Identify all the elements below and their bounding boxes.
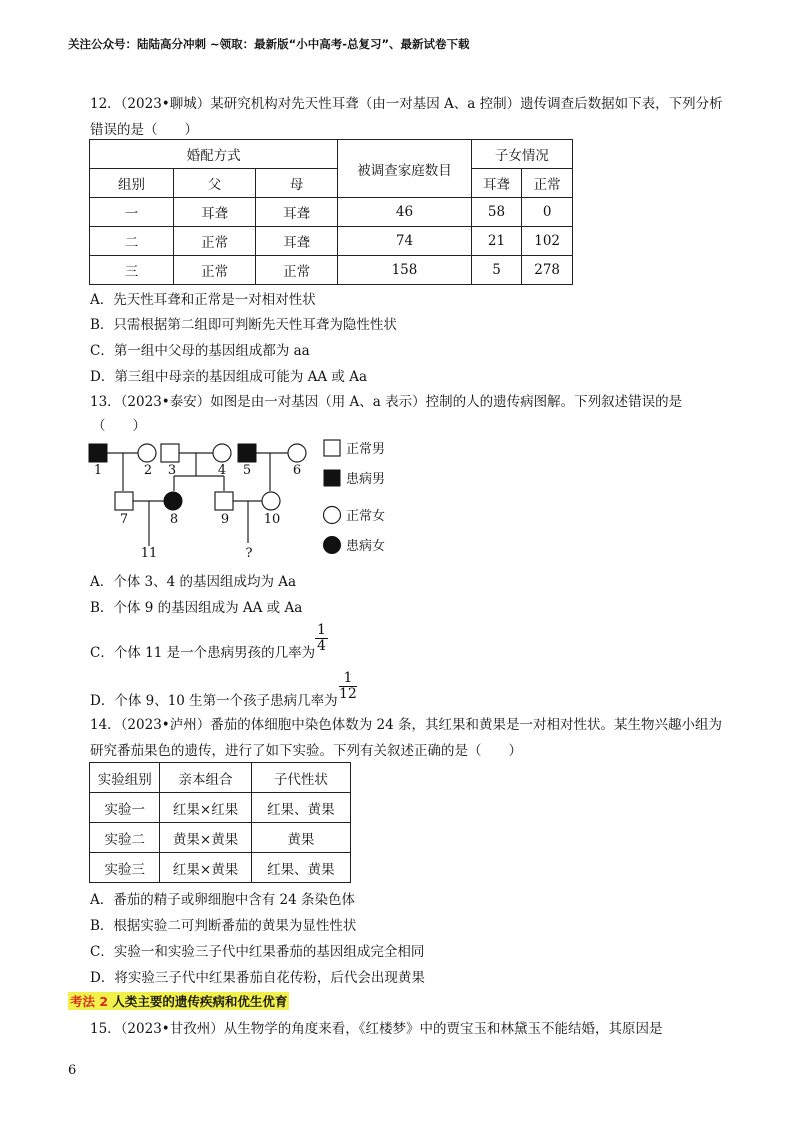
pedigree-label-2: 2	[143, 463, 153, 478]
pedigree-label-11: 11	[140, 546, 158, 561]
q12-cell-families: 158	[338, 256, 472, 285]
q14-cell-parents: 红果×黄果	[160, 853, 251, 883]
q13-option-a: A．个体 3、4 的基因组成均为 Aa	[90, 574, 297, 590]
pedigree-label-5: 5	[242, 463, 252, 478]
q14-cell-group: 实验一	[90, 793, 160, 823]
q13-option-d-fraction	[339, 671, 357, 702]
q12-header-normal: 正常	[522, 169, 573, 198]
pedigree-label-9: 9	[220, 512, 230, 527]
q13-option-c-fraction	[315, 623, 328, 654]
q12-cell-families: 46	[338, 198, 472, 227]
q12-option-a: A．先天性耳聋和正常是一对相对性状	[90, 292, 316, 308]
q14-option-d: D．将实验三子代中红果番茄自花传粉，后代会出现黄果	[90, 970, 425, 986]
q12-header-families: 被调查家庭数目	[338, 140, 472, 198]
q12-cell-families: 74	[338, 227, 472, 256]
legend-normal-male-label: 正常男	[346, 442, 386, 457]
pedigree-label-3: 3	[167, 463, 177, 478]
q12-option-c: C．第一组中父母的基因组成都为 aa	[90, 343, 310, 359]
q12-cell-normal: 0	[522, 198, 573, 227]
q12-option-d: D．第三组中母亲的基因组成可能为 AA 或 Aa	[90, 369, 367, 385]
q14-cell-group: 实验二	[90, 823, 160, 853]
fraction-denominator: 12	[339, 686, 357, 702]
q12-cell-mother: 耳聋	[256, 198, 338, 227]
section-title: 人类主要的遗传疾病和优生优育	[112, 994, 288, 1009]
q12-cell-deaf: 58	[471, 198, 522, 227]
pedigree-label-10: 10	[263, 512, 281, 527]
fraction-denominator: 4	[317, 638, 326, 654]
pedigree-individual-5	[238, 444, 256, 462]
page-header: 关注公众号：陆陆高分冲刺 ~领取：最新版“小中高考-总复习”、最新试卷下载	[68, 37, 470, 51]
q15-stem-line1: 15．（2023•甘孜州）从生物学的角度来看，《红楼梦》中的贾宝玉和林黛玉不能结婚，其原因是	[90, 1021, 663, 1037]
q14-cell-parents: 红果×红果	[160, 793, 251, 823]
q14-cell-offspring: 红果、黄果	[251, 853, 350, 883]
q12-header-mother: 母	[256, 169, 338, 198]
q14-stem-line1: 14．（2023•泸州）番茄的体细胞中染色体数为 24 条，其红果和黄果是一对相对性状。某生物兴趣小组为	[90, 717, 723, 733]
fraction-numerator: 1	[339, 671, 357, 687]
q12-cell-deaf: 21	[471, 227, 522, 256]
q14-option-c: C．实验一和实验三子代中红果番茄的基因组成完全相同	[90, 944, 425, 960]
legend-normal-female-icon	[324, 507, 341, 524]
q14-cell-offspring: 红果、黄果	[251, 793, 350, 823]
legend-affected-male-label: 患病男	[346, 472, 386, 487]
pedigree-individual-4	[213, 444, 231, 462]
pedigree-label-unknown: ?	[245, 546, 253, 561]
section-heading	[68, 992, 289, 1010]
q12-cell-normal: 278	[522, 256, 573, 285]
pedigree-label-8: 8	[169, 512, 179, 527]
pedigree-individual-1	[89, 444, 107, 462]
section-label: 考法 2	[70, 994, 109, 1009]
legend-affected-female-icon	[324, 537, 341, 554]
pedigree-individual-8	[164, 492, 182, 510]
pedigree-label-4: 4	[217, 463, 227, 478]
q12-cell-group: 一	[90, 198, 174, 227]
q12-cell-group: 三	[90, 256, 174, 285]
legend-affected-male-icon	[324, 470, 340, 486]
q14-cell-offspring: 黄果	[251, 823, 350, 853]
q12-cell-father: 耳聋	[174, 198, 256, 227]
q14-header-parents: 亲本组合	[160, 763, 251, 793]
q14-header-offspring: 子代性状	[251, 763, 350, 793]
q13-stem-line1: 13．（2023•泰安）如图是由一对基因（用 A、a 表示）控制的人的遗传病图解。下列叙述错误的是	[90, 394, 683, 410]
table-row	[90, 793, 351, 823]
pedigree-individual-9	[215, 492, 233, 510]
q12-header-deaf: 耳聋	[471, 169, 522, 198]
q13-option-b: B．个体 9 的基因组成为 AA 或 Aa	[90, 600, 303, 616]
pedigree-individual-7	[115, 492, 133, 510]
q12-header-children: 子女情况	[471, 140, 572, 169]
q12-cell-father: 正常	[174, 256, 256, 285]
q12-cell-group: 二	[90, 227, 174, 256]
q12-cell-normal: 102	[522, 227, 573, 256]
q14-stem-line2: 研究番茄果色的遗传，进行了如下实验。下列有关叙述正确的是（ ）	[90, 743, 522, 759]
pedigree-label-1: 1	[93, 463, 103, 478]
q12-stem-line2: 错误的是（ ）	[90, 122, 198, 138]
pedigree-individual-10	[262, 492, 280, 510]
q12-cell-father: 正常	[174, 227, 256, 256]
pedigree-individual-6	[288, 444, 306, 462]
legend-normal-female-label: 正常女	[346, 509, 386, 524]
q12-option-b: B．只需根据第二组即可判断先天性耳聋为隐性性状	[90, 317, 397, 333]
fraction-numerator: 1	[317, 622, 326, 638]
pedigree-individual-2	[138, 444, 156, 462]
q13-option-c: C．个体 11 是一个患病男孩的几率为	[90, 645, 316, 661]
legend-normal-male-icon	[324, 440, 340, 456]
q14-cell-parents: 黄果×黄果	[160, 823, 251, 853]
q12-cell-deaf: 5	[471, 256, 522, 285]
pedigree-label-7: 7	[119, 512, 129, 527]
q14-header-group: 实验组别	[90, 763, 160, 793]
q12-header-group: 组别	[90, 169, 174, 198]
q14-option-b: B．根据实验二可判断番茄的黄果为显性性状	[90, 918, 357, 934]
table-row	[90, 853, 351, 883]
q12-header-marriage: 婚配方式	[90, 140, 338, 169]
q12-header-father: 父	[174, 169, 256, 198]
q13-option-d: D．个体 9、10 生第一个孩子患病几率为	[90, 693, 338, 709]
pedigree-label-6: 6	[292, 463, 302, 478]
q13-stem-line2: （ ）	[92, 418, 146, 434]
pedigree-individual-3	[161, 444, 179, 462]
legend-affected-female-label: 患病女	[346, 539, 386, 554]
q12-stem-line1: 12．（2023•聊城）某研究机构对先天性耳聋（由一对基因 A、a 控制）遗传调查后数据如下表，下列分析	[90, 96, 723, 112]
q14-cell-group: 实验三	[90, 853, 160, 883]
q14-table	[89, 762, 351, 883]
q12-cell-mother: 正常	[256, 256, 338, 285]
q14-option-a: A．番茄的精子或卵细胞中含有 24 条染色体	[90, 892, 356, 908]
table-row	[90, 823, 351, 853]
page-number: 6	[68, 1063, 77, 1078]
q12-cell-mother: 耳聋	[256, 227, 338, 256]
